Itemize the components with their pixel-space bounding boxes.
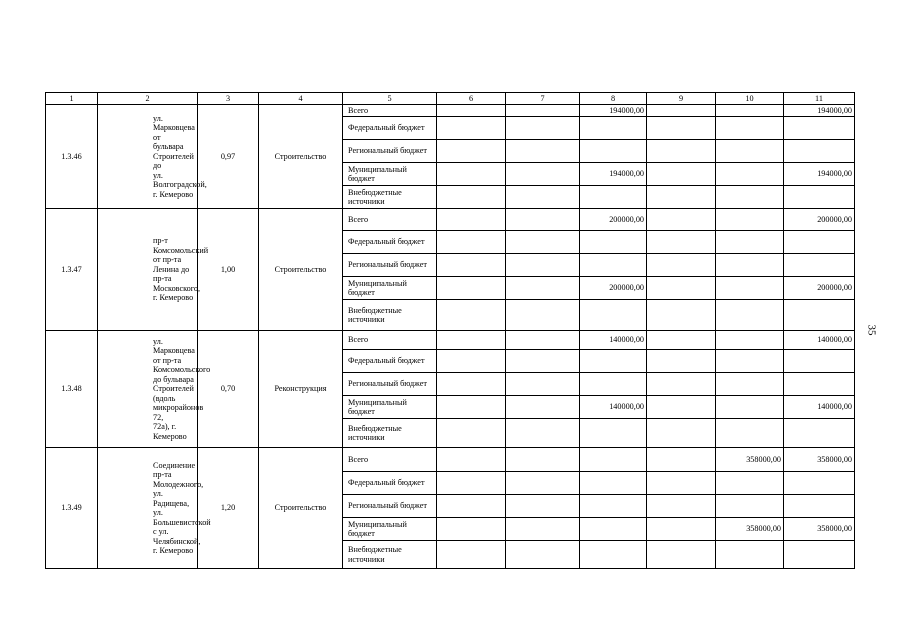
amount-cell — [506, 209, 580, 231]
amount-cell — [506, 140, 580, 163]
amount-cell — [437, 495, 506, 518]
amount-cell — [784, 419, 855, 448]
address-line: ул. Марковцева от — [153, 113, 195, 142]
amount-cell: 194000,00 — [784, 105, 855, 117]
amount-cell — [506, 300, 580, 331]
road-address — [98, 209, 209, 331]
amount-cell — [647, 472, 716, 495]
address-line: до бульвара — [153, 374, 194, 384]
amount-cell — [647, 140, 716, 163]
amount-cell — [716, 186, 784, 209]
address-line: г. Кемерово — [153, 189, 194, 199]
amount-cell — [437, 209, 506, 231]
header-cell: 10 — [716, 93, 784, 105]
amount-cell — [647, 117, 716, 140]
address-line: до — [153, 161, 162, 171]
amount-cell — [784, 300, 855, 331]
address-line: Строителей (вдоль — [153, 384, 194, 403]
funding-source-label: Всего — [343, 209, 437, 231]
address-line: г. Кемерово — [153, 546, 194, 555]
amount-cell — [716, 350, 784, 373]
amount-cell — [580, 140, 647, 163]
amount-cell — [716, 331, 784, 350]
amount-cell: 194000,00 — [580, 105, 647, 117]
funding-source-label: Всего — [343, 105, 437, 117]
amount-cell — [437, 231, 506, 254]
amount-cell: 358000,00 — [716, 448, 784, 472]
funding-source-label: Региональный бюджет — [343, 254, 437, 277]
amount-cell — [506, 254, 580, 277]
header-cell: 5 — [343, 93, 437, 105]
road-length: 0,97 — [198, 105, 259, 209]
amount-cell — [716, 277, 784, 300]
amount-cell — [784, 541, 855, 569]
funding-source-label: Муниципальный бюджет — [343, 163, 437, 186]
funding-source-label: Федеральный бюджет — [343, 472, 437, 495]
header-cell: 11 — [784, 93, 855, 105]
amount-cell — [437, 163, 506, 186]
item-code: 1.3.48 — [46, 331, 98, 448]
amount-cell — [647, 448, 716, 472]
funding-source-label: Региональный бюджет — [343, 495, 437, 518]
work-type: Реконструкция — [259, 331, 343, 448]
table-row — [46, 209, 855, 231]
table-row — [46, 105, 855, 117]
amount-cell — [647, 419, 716, 448]
amount-cell — [716, 209, 784, 231]
amount-cell — [716, 541, 784, 569]
header-cell: 6 — [437, 93, 506, 105]
road-address — [98, 331, 211, 448]
amount-cell — [580, 117, 647, 140]
funding-source-label: Внебюджетные источники — [343, 541, 437, 569]
amount-cell — [647, 105, 716, 117]
header-cell: 8 — [580, 93, 647, 105]
amount-cell — [506, 231, 580, 254]
amount-cell — [716, 231, 784, 254]
address-line: бульвара Строителей — [153, 142, 194, 161]
work-type: Строительство — [259, 105, 343, 209]
amount-cell — [716, 140, 784, 163]
amount-cell — [437, 117, 506, 140]
amount-cell — [784, 117, 855, 140]
header-cell: 1 — [46, 93, 98, 105]
amount-cell — [647, 350, 716, 373]
header-cell: 3 — [198, 93, 259, 105]
address-line: с ул. Челябинской, — [153, 527, 201, 546]
header-row — [46, 93, 855, 105]
amount-cell — [716, 117, 784, 140]
amount-cell — [580, 518, 647, 541]
amount-cell — [580, 419, 647, 448]
amount-cell — [506, 541, 580, 569]
amount-cell — [784, 231, 855, 254]
work-type: Строительство — [259, 448, 343, 569]
amount-cell — [716, 419, 784, 448]
amount-cell — [716, 472, 784, 495]
amount-cell — [506, 373, 580, 396]
amount-cell — [506, 495, 580, 518]
funding-source-label: Региональный бюджет — [343, 140, 437, 163]
amount-cell — [784, 373, 855, 396]
amount-cell: 358000,00 — [784, 518, 855, 541]
address-line: Комсомольского — [153, 365, 211, 375]
amount-cell: 194000,00 — [580, 163, 647, 186]
amount-cell — [437, 277, 506, 300]
amount-cell — [437, 140, 506, 163]
funding-source-label: Всего — [343, 331, 437, 350]
amount-cell: 200000,00 — [580, 209, 647, 231]
amount-cell — [784, 140, 855, 163]
amount-cell: 358000,00 — [716, 518, 784, 541]
amount-cell: 200000,00 — [784, 209, 855, 231]
amount-cell — [647, 277, 716, 300]
amount-cell: 200000,00 — [580, 277, 647, 300]
amount-cell — [506, 163, 580, 186]
item-code: 1.3.46 — [46, 105, 98, 209]
amount-cell — [506, 419, 580, 448]
amount-cell — [580, 541, 647, 569]
road-length: 1,20 — [198, 448, 259, 569]
address-line: от пр-та — [153, 355, 182, 365]
amount-cell — [716, 373, 784, 396]
header-cell: 4 — [259, 93, 343, 105]
amount-cell — [506, 117, 580, 140]
item-code: 1.3.47 — [46, 209, 98, 331]
header-cell: 7 — [506, 93, 580, 105]
amount-cell — [437, 300, 506, 331]
amount-cell — [437, 396, 506, 419]
address-line: ул. Большевистской — [153, 508, 211, 527]
table-row — [46, 448, 855, 472]
amount-cell — [647, 373, 716, 396]
funding-source-label: Внебюджетные источники — [343, 300, 437, 331]
address-line: г. Кемерово — [153, 293, 194, 303]
amount-cell — [647, 163, 716, 186]
amount-cell — [716, 105, 784, 117]
amount-cell — [506, 472, 580, 495]
amount-cell — [647, 518, 716, 541]
amount-cell — [647, 541, 716, 569]
amount-cell: 140000,00 — [580, 331, 647, 350]
funding-source-label: Региональный бюджет — [343, 373, 437, 396]
amount-cell — [580, 231, 647, 254]
amount-cell — [506, 277, 580, 300]
funding-source-label: Всего — [343, 448, 437, 472]
amount-cell — [437, 105, 506, 117]
amount-cell — [647, 331, 716, 350]
address-line: микрорайонов 72, — [153, 403, 204, 422]
amount-cell — [506, 448, 580, 472]
amount-cell — [647, 300, 716, 331]
page-number: 35 — [865, 324, 878, 336]
amount-cell — [580, 254, 647, 277]
amount-cell — [437, 472, 506, 495]
work-type: Строительство — [259, 209, 343, 331]
address-line: ул. Волгоградской, — [153, 170, 207, 190]
amount-cell: 200000,00 — [784, 277, 855, 300]
amount-cell — [580, 373, 647, 396]
amount-cell — [647, 396, 716, 419]
amount-cell — [437, 518, 506, 541]
funding-source-label: Федеральный бюджет — [343, 231, 437, 254]
funding-source-label: Внебюджетные источники — [343, 419, 437, 448]
amount-cell — [580, 350, 647, 373]
amount-cell — [580, 448, 647, 472]
road-length: 0,70 — [198, 331, 259, 448]
amount-cell — [647, 186, 716, 209]
amount-cell — [437, 186, 506, 209]
amount-cell — [437, 541, 506, 569]
amount-cell — [506, 518, 580, 541]
road-length: 1,00 — [198, 209, 259, 331]
address-line: пр-т Комсомольский — [153, 236, 209, 255]
amount-cell — [647, 231, 716, 254]
funding-source-label: Внебюджетные источники — [343, 186, 437, 209]
amount-cell: 140000,00 — [784, 331, 855, 350]
amount-cell — [506, 105, 580, 117]
amount-cell — [580, 300, 647, 331]
amount-cell — [716, 300, 784, 331]
header-cell: 2 — [98, 93, 198, 105]
amount-cell — [437, 419, 506, 448]
address-line: ул. Радищева, — [153, 489, 190, 508]
amount-cell — [647, 209, 716, 231]
amount-cell: 358000,00 — [784, 448, 855, 472]
amount-cell — [784, 495, 855, 518]
amount-cell — [716, 254, 784, 277]
amount-cell: 140000,00 — [580, 396, 647, 419]
amount-cell — [580, 495, 647, 518]
amount-cell — [716, 396, 784, 419]
amount-cell — [716, 163, 784, 186]
item-code: 1.3.49 — [46, 448, 98, 569]
road-address — [98, 448, 211, 569]
amount-cell — [716, 495, 784, 518]
funding-source-label: Муниципальный бюджет — [343, 518, 437, 541]
road-address — [98, 105, 207, 209]
amount-cell — [506, 350, 580, 373]
address-line: пр-та Московского, — [153, 274, 201, 293]
amount-cell — [647, 254, 716, 277]
address-line: пр-та Молодежного, — [153, 470, 204, 489]
amount-cell — [506, 331, 580, 350]
table-row — [46, 331, 855, 350]
amount-cell — [647, 495, 716, 518]
amount-cell — [784, 350, 855, 373]
address-line: от пр-та Ленина до — [153, 255, 190, 274]
amount-cell — [784, 186, 855, 209]
amount-cell — [784, 472, 855, 495]
amount-cell — [580, 472, 647, 495]
header-cell: 9 — [647, 93, 716, 105]
amount-cell — [437, 373, 506, 396]
funding-source-label: Муниципальный бюджет — [343, 277, 437, 300]
amount-cell: 194000,00 — [784, 163, 855, 186]
amount-cell — [784, 254, 855, 277]
address-line: Соединение — [153, 460, 196, 470]
amount-cell — [506, 396, 580, 419]
funding-source-label: Федеральный бюджет — [343, 350, 437, 373]
address-line: ул. Марковцева — [153, 336, 195, 356]
amount-cell — [437, 448, 506, 472]
amount-cell — [437, 350, 506, 373]
amount-cell — [437, 331, 506, 350]
address-line: 72а), г. Кемерово — [153, 422, 187, 441]
budget-table — [45, 92, 855, 569]
amount-cell — [580, 186, 647, 209]
amount-cell — [437, 254, 506, 277]
amount-cell — [506, 186, 580, 209]
funding-source-label: Федеральный бюджет — [343, 117, 437, 140]
amount-cell: 140000,00 — [784, 396, 855, 419]
funding-source-label: Муниципальный бюджет — [343, 396, 437, 419]
